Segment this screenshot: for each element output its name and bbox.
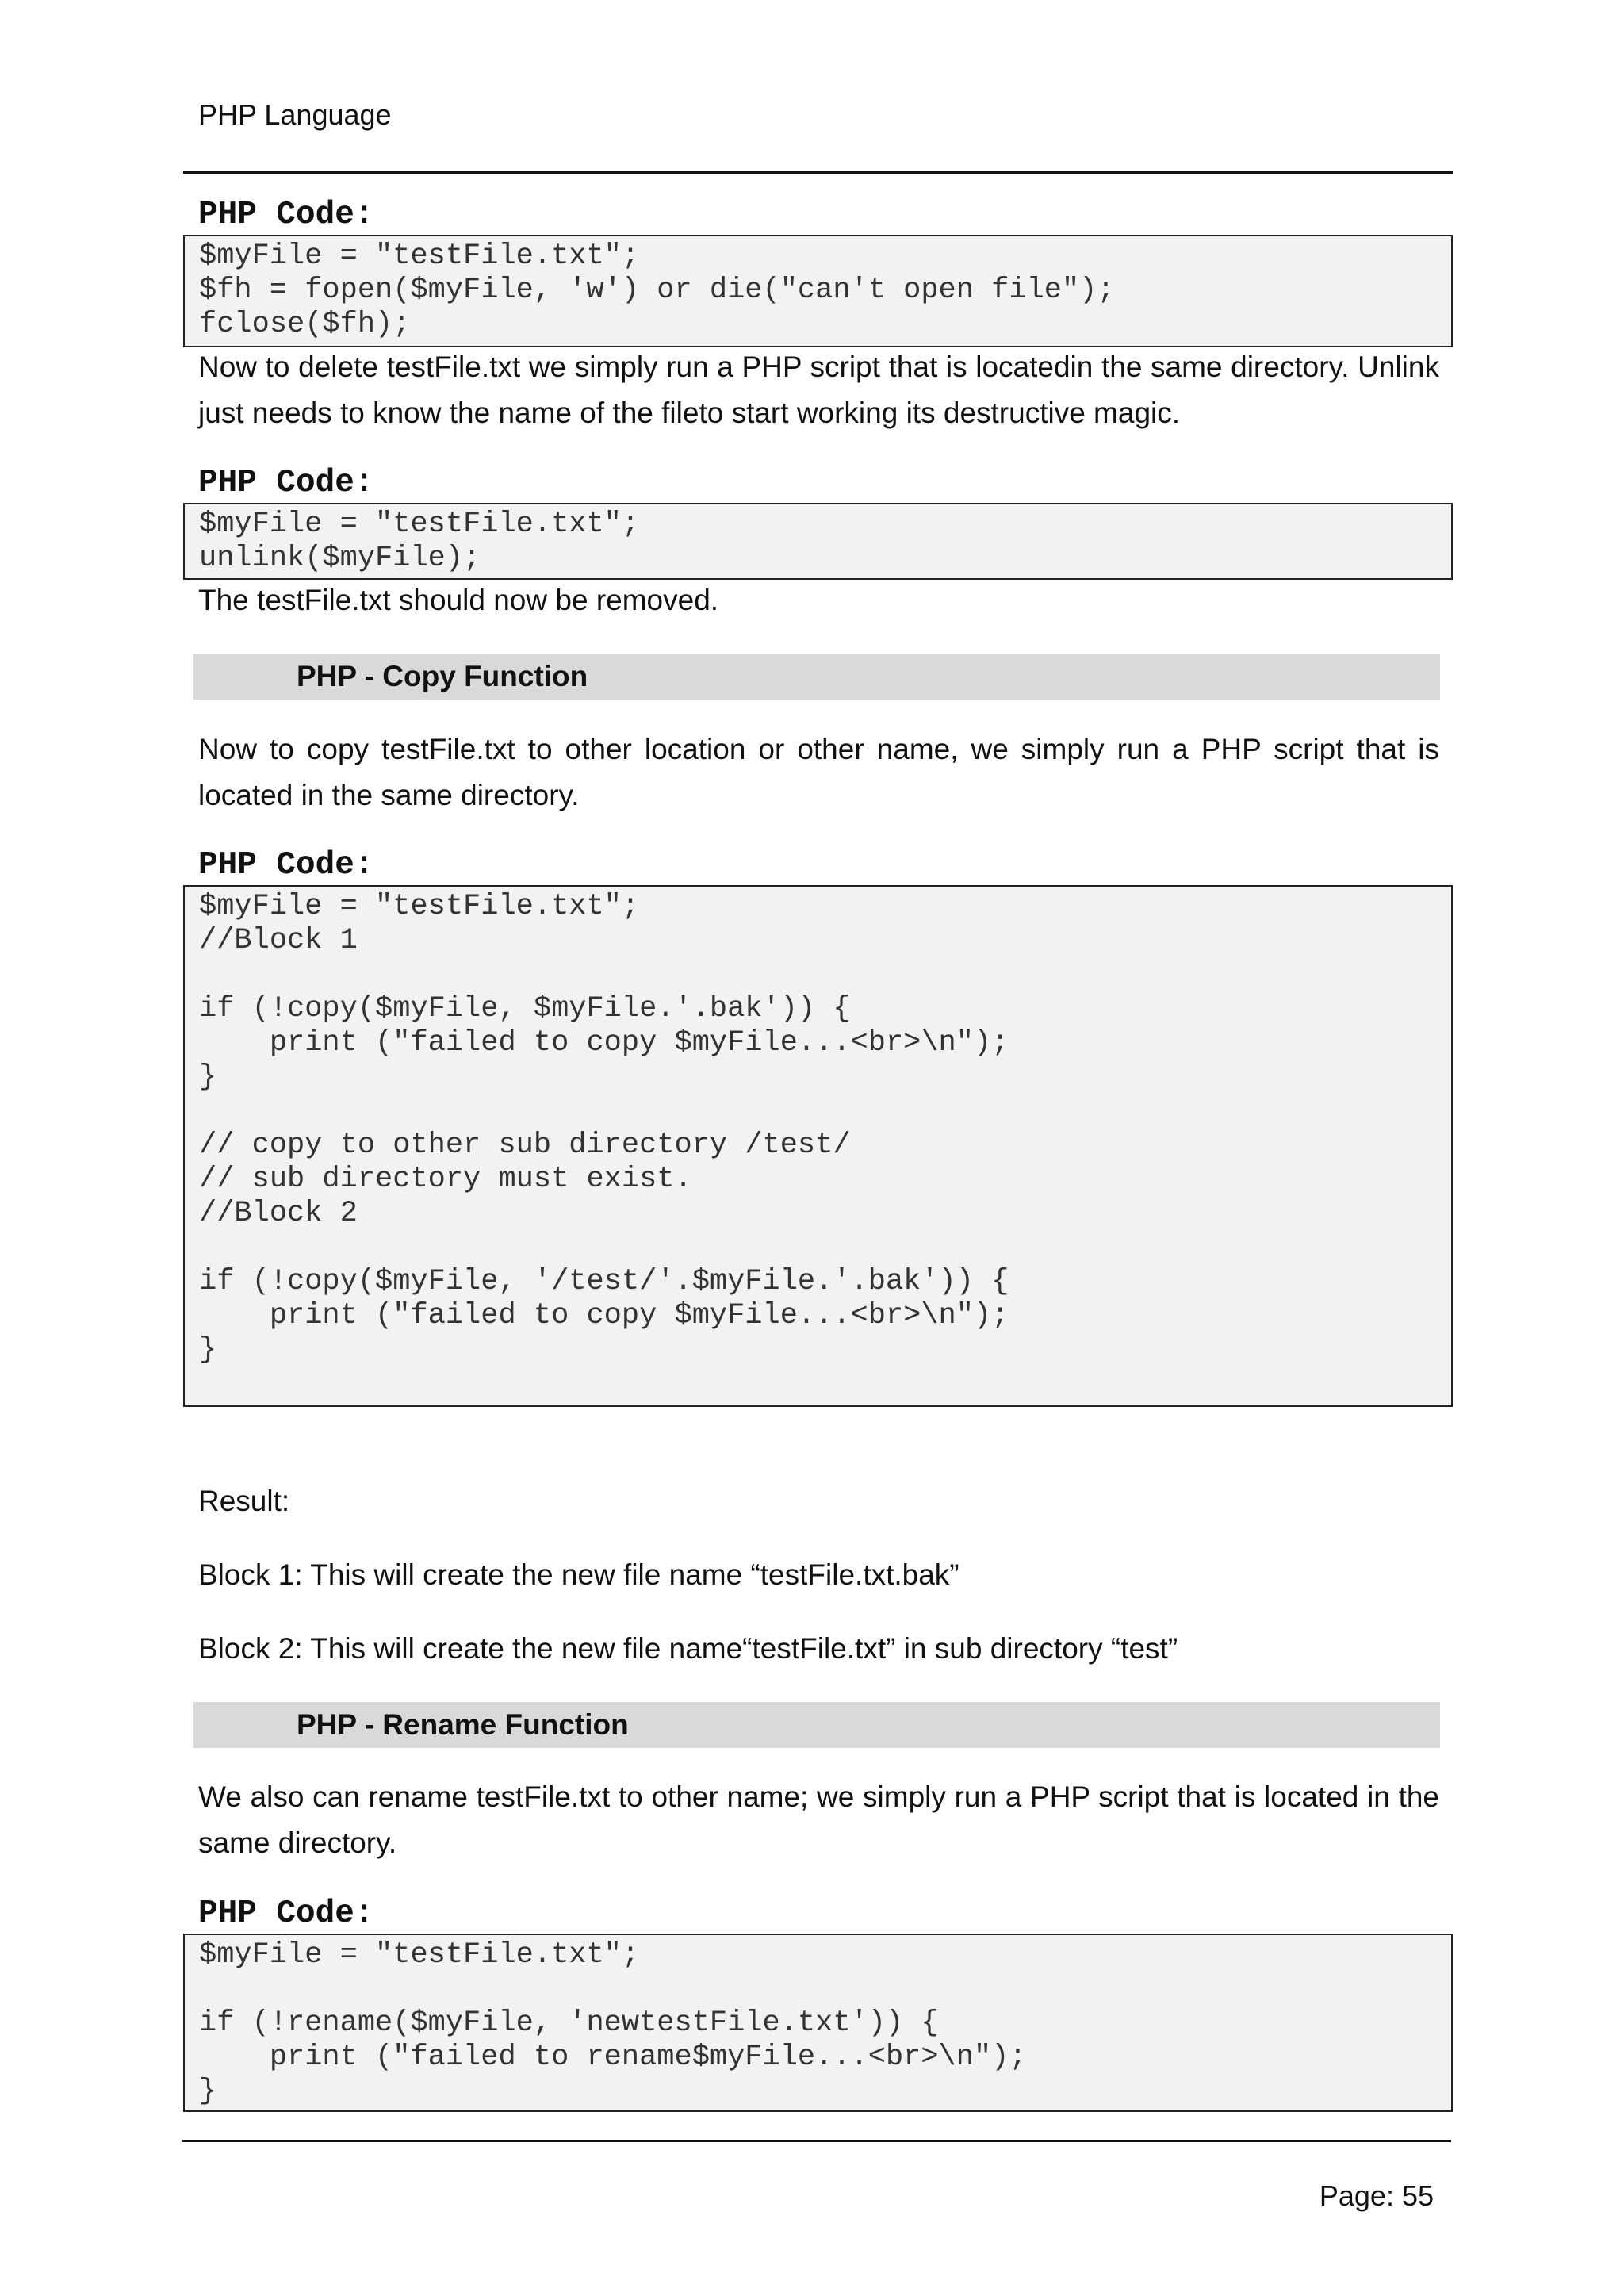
code-line: print ("failed to rename$myFile...<br>\n");: [199, 2041, 1027, 2074]
code-line: if (!copy($myFile, '/test/'.$myFile.'.bak')) {: [199, 1265, 1009, 1298]
code-label: PHP Code:: [198, 465, 374, 501]
header-rule: [183, 171, 1453, 174]
code-line: if (!copy($myFile, $myFile.'.bak')) {: [199, 992, 851, 1025]
code-line: $myFile = "testFile.txt";: [199, 508, 640, 541]
result-block-1: Block 1: This will create the new file name “testFile.txt.bak”: [198, 1558, 959, 1591]
code-line: fclose($fh);: [199, 308, 411, 341]
code-line: [199, 1972, 1451, 2007]
code-line: $myFile = "testFile.txt";: [199, 1938, 640, 1972]
section-title: PHP - Copy Function: [297, 660, 588, 692]
code-line: [199, 1094, 1451, 1129]
code-label: PHP Code:: [198, 1895, 374, 1932]
paragraph-delete-intro: Now to delete testFile.txt we simply run a PHP script that is locatedin the same directory. Unlink just needs to know the name of the fileto start working its destructive magic.: [198, 351, 1439, 429]
code-line: print ("failed to copy $myFile...<br>\n");: [199, 1299, 1009, 1332]
code-block-unlink: [183, 503, 1453, 580]
code-line: [199, 958, 1451, 992]
code-line: unlink($myFile);: [199, 542, 481, 575]
code-line: $myFile = "testFile.txt";: [199, 890, 640, 923]
paragraph-rename-intro: We also can rename testFile.txt to other name; we simply run a PHP script that is located in the same directory.: [198, 1780, 1439, 1859]
section-title: PHP - Rename Function: [297, 1708, 629, 1741]
footer-rule: [182, 2140, 1451, 2142]
code-line: print ("failed to copy $myFile...<br>\n");: [199, 1026, 1009, 1060]
code-line: [199, 1231, 1451, 1265]
code-line: // copy to other sub directory /test/: [199, 1129, 851, 1162]
code-block-rename: [183, 1934, 1453, 2112]
section-heading-rename: [193, 1702, 1440, 1748]
result-label: Result:: [198, 1485, 290, 1517]
code-line: }: [199, 2075, 217, 2108]
code-line: if (!rename($myFile, 'newtestFile.txt')) {: [199, 2007, 939, 2040]
paragraph-copy-intro: Now to copy testFile.txt to other location or other name, we simply run a PHP script that is located in the same directory.: [198, 733, 1439, 811]
section-heading-copy: [193, 654, 1440, 700]
page-number: Page: 55: [1319, 2179, 1434, 2212]
code-line: }: [199, 1060, 217, 1094]
code-line: $myFile = "testFile.txt";: [199, 240, 640, 273]
code-block-fopen: [183, 235, 1453, 347]
code-line: // sub directory must exist.: [199, 1163, 692, 1196]
result-block-2: Block 2: This will create the new file name“testFile.txt” in sub directory “test”: [198, 1632, 1178, 1665]
code-block-copy: [183, 885, 1453, 1407]
code-line: $fh = fopen($myFile, 'w') or die("can't open file");: [199, 274, 1115, 307]
code-label: PHP Code:: [198, 847, 374, 884]
paragraph-removed: The testFile.txt should now be removed.: [198, 584, 719, 616]
code-line: //Block 1: [199, 924, 358, 957]
code-label: PHP Code:: [198, 197, 374, 233]
code-line: }: [199, 1333, 217, 1366]
code-line: //Block 2: [199, 1197, 358, 1230]
page-header-title: PHP Language: [198, 98, 392, 131]
